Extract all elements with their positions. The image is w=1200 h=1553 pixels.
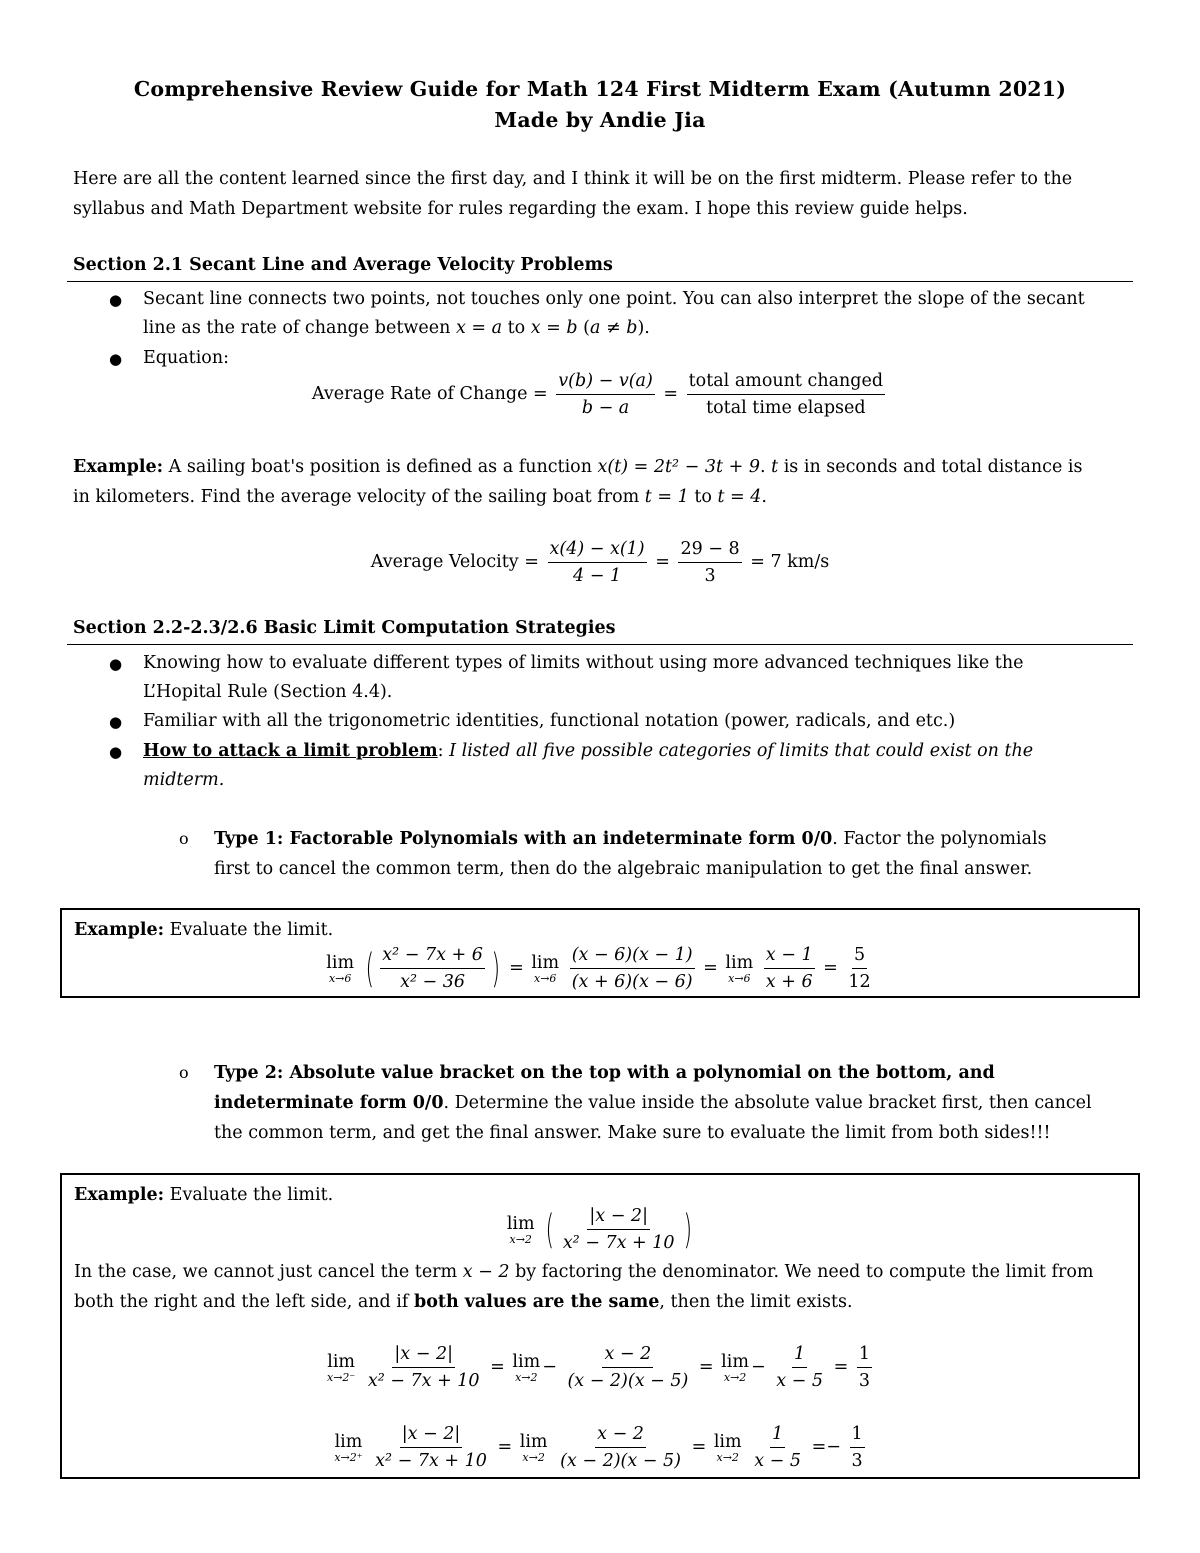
bullet-icon: ●	[109, 713, 123, 731]
intro-line: Here are all the content learned since the first day, and I think it will be on the first midterm. Please refer to the	[73, 169, 1073, 189]
bullet-icon: ●	[109, 291, 123, 309]
circle-bullet-icon: o	[179, 829, 189, 848]
bullet-icon: ●	[109, 743, 123, 761]
example-box-2: Example: Evaluate the limit. lim x→2 ( $\frac{|x - 2|}{\text{x² − 7x + 10}}$ ) In the case, we cannot just cancel the term x − 2 by factoring the denominator. We need to compute the limit from both the right and the left side, and if both values are the same, then the limit exists. lim x→2⁻ $\frac{|x - 2|}{\text{x² − 7x + 10}}$ = lim x→2 − $\frac{x - 2}{(x - 2)(x - 5)}$ = lim x→2 − $\frac{1}{x - 5}$ = $\frac{1}{3}$ lim x→2⁺ $\frac{|x - 2|}{\text{x² − 7x + 10}}$ = lim x→2 $\frac{x - 2}{(x - 2)(x - 5)}$ = lim x→2 $\frac{1}{x - 5}$ =− $\frac{1}{3}$	[60, 1173, 1140, 1479]
intro-line: syllabus and Math Department website for rules regarding the exam. I hope this review guide helps.	[73, 199, 968, 219]
section-rule	[67, 644, 1133, 645]
list-item	[109, 344, 1133, 373]
bullet-text: line as the rate of change between x = a to x = b (a ≠ b).	[143, 318, 650, 338]
example-paragraph: Example: A sailing boat's position is defined as a function x(t) = 2t² − 3t + 9. t is in seconds and total distance is in kilometers. Find the average velocity of the sailing boat from t = 1 to t = 4.	[73, 457, 1083, 507]
type-1-item: o Type 1: Factorable Polynomials with an indeterminate form 0/0. Factor the polynomials first to cancel the common term, then do the algebraic manipulation to get the final answer.	[214, 824, 1134, 884]
limit-equation-main: lim x→2 ( $\frac{|x - 2|}{\text{x² − 7x + 10}}$ )	[506, 1206, 692, 1253]
average-rate-equation: Average Rate of Change = $\frac{v(b) - v(a)}{b - a}$ = $\frac{\text{total amount changed}}{\text{total time elapsed}}$	[311, 371, 884, 418]
explanation-paragraph: In the case, we cannot just cancel the term x − 2 by factoring the denominator. We need to compute the limit from both the right and the left side, and if both values are the same, then the limit exists.	[74, 1262, 1094, 1312]
bullet-text: Equation:	[143, 348, 230, 368]
bullet-text: Secant line connects two points, not touches only one point. You can also interpret the slope of the secant	[143, 289, 1085, 309]
example-box-1: Example: Evaluate the limit. lim x→6 ( $\frac{\text{x² − 7x + 6}}{\text{x² − 36}}$ ) = lim x→6 $\frac{(x - 6)(x - 1)}{(x + 6)(x - 6)}$ = lim x→6 $\frac{x - 1}{x + 6}$ = $\frac{5}{12}$	[60, 908, 1140, 998]
section-heading-2-1: Section 2.1 Secant Line and Average Velocity Problems	[73, 255, 613, 275]
circle-bullet-icon: o	[179, 1063, 189, 1082]
document-title: Comprehensive Review Guide for Math 124 First Midterm Exam (Autumn 2021)	[133, 77, 1067, 101]
type-2-item: o Type 2: Absolute value bracket on the top with a polynomial on the bottom, and indeterminate form 0/0. Determine the value inside the absolute value bracket first, then cancel the common term, and get the final answer. Make sure to evaluate the limit from both sides!!!	[214, 1058, 1134, 1148]
section-heading-2-2: Section 2.2-2.3/2.6 Basic Limit Computation Strategies	[73, 618, 616, 638]
list-item	[109, 285, 1133, 343]
list-item: ● Familiar with all the trigonometric identities, functional notation (power, radicals, and etc.)	[143, 707, 1133, 736]
section-rule	[67, 281, 1133, 282]
list-item: ● How to attack a limit problem: I listed all five possible categories of limits that could exist on the midterm.	[143, 737, 1133, 795]
left-limit-equation: lim x→2⁻ $\frac{|x - 2|}{\text{x² − 7x + 10}}$ = lim x→2 − $\frac{x - 2}{(x - 2)(x - 5)}$ = lim x→2 − $\frac{1}{x - 5}$ = $\frac{1}{3}$	[327, 1344, 870, 1391]
bullet-icon: ●	[109, 655, 123, 673]
right-limit-equation: lim x→2⁺ $\frac{|x - 2|}{\text{x² − 7x + 10}}$ = lim x→2 $\frac{x - 2}{(x - 2)(x - 5)}$ = lim x→2 $\frac{1}{x - 5}$ =− $\frac{1}{3}$	[334, 1424, 863, 1471]
bullet-icon: ●	[109, 350, 123, 368]
intro-paragraph	[73, 164, 1143, 224]
list-item: ● Knowing how to evaluate different types of limits without using more advanced techniques like the L’Hopital Rule (Section 4.4).	[143, 649, 1133, 707]
document-author: Made by Andie Jia	[494, 108, 706, 132]
average-velocity-equation: Average Velocity = $\frac{x(4) - x(1)}{4 - 1}$ = $\frac{29 - 8}{3}$ = 7 km/s	[370, 539, 830, 586]
limit-equation-1: lim x→6 ( $\frac{\text{x² − 7x + 6}}{\text{x² − 36}}$ ) = lim x→6 $\frac{(x - 6)(x - 1)}{(x + 6)(x - 6)}$ = lim x→6 $\frac{x - 1}{x + 6}$ = $\frac{5}{12}$	[326, 945, 871, 992]
